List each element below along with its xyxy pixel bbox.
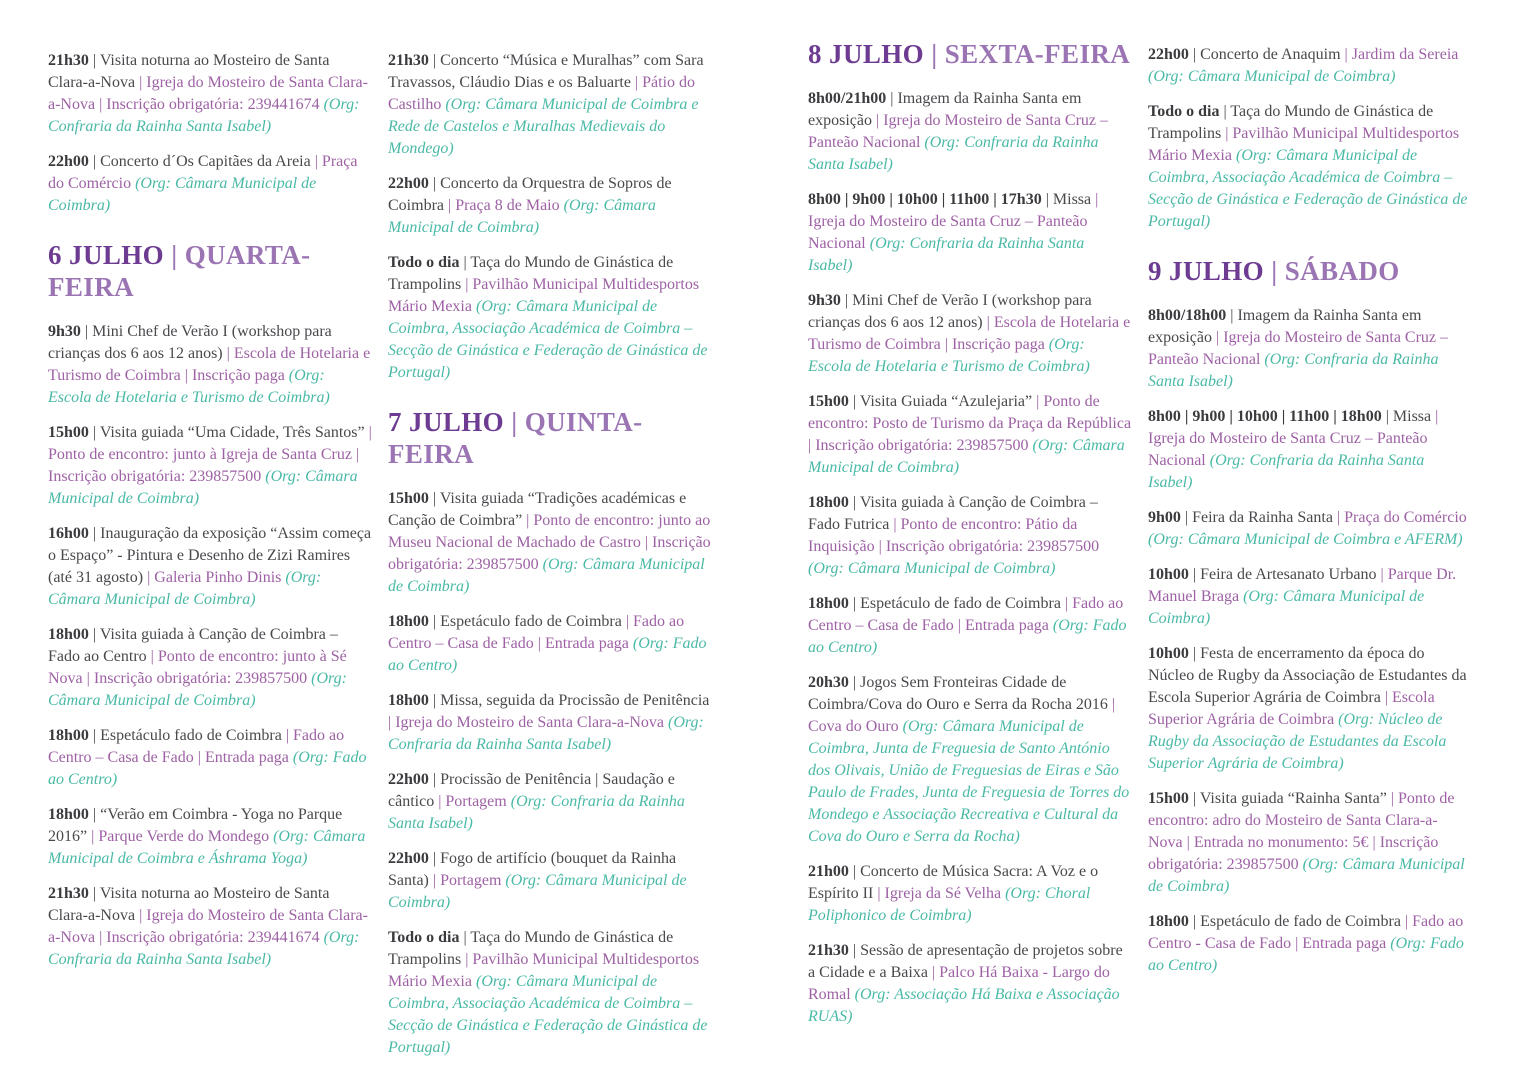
event-organizer: (Org: Associação Há Baixa e Associação RUAS) <box>808 986 1120 1025</box>
event-venue: | Fado ao Centro – Casa de Fado | Entrada paga <box>48 727 345 766</box>
event-entry <box>1148 507 1472 551</box>
event-entry <box>1148 305 1472 393</box>
event-entry <box>388 690 712 756</box>
event-organizer: (Org: Núcleo de Rugby da Associação de Estudantes da Escola Superior Agrária de Coimbra) <box>1148 711 1447 772</box>
event-title: | Jogos Sem Fronteiras Cidade de Coimbra/Cova do Ouro e Serra da Rocha 2016 <box>808 674 1108 713</box>
event-venue: | Igreja do Mosteiro de Santa Cruz – Panteão Nacional <box>808 191 1099 252</box>
event-title: | Taça do Mundo de Ginástica de Trampolins <box>1148 103 1434 142</box>
event-title: | Visita guiada à Canção de Coimbra – Fado ao Centro <box>48 626 338 665</box>
event-venue: | Pavilhão Municipal Multidesportos Mário Mexia <box>388 951 700 990</box>
event-venue: | Ponto de encontro: junto à Igreja de Santa Cruz | Inscrição obrigatória: 239857500 <box>48 424 372 485</box>
event-title: | Missa, seguida da Procissão de Penitência <box>428 692 710 709</box>
event-title: | Mini Chef de Verão I (workshop para crianças dos 6 aos 12 anos) <box>48 323 332 362</box>
event-time: 22h00 <box>388 175 429 192</box>
heading-day: 9 JULHO <box>1148 256 1265 286</box>
event-title: | Visita guiada “Uma Cidade, Três Santos” <box>88 424 365 441</box>
event-venue: | Ponto de encontro: junto ao Museu Nacional de Machado de Castro | Inscrição obrigatória: 239857500 <box>388 512 711 573</box>
event-entry <box>808 593 1132 659</box>
event-title: | Imagem da Rainha Santa em exposição <box>808 90 1082 129</box>
heading-day: 7 JULHO <box>388 407 505 437</box>
event-time: Todo o dia <box>1148 103 1220 120</box>
event-entry <box>808 88 1132 176</box>
event-title: | Concerto da Orquestra de Sopros de Coimbra <box>388 175 672 214</box>
event-time: 10h00 <box>1148 566 1189 583</box>
event-entry <box>808 940 1132 1028</box>
heading-weekday: QUARTA-FEIRA <box>48 240 311 302</box>
event-time: 18h00 <box>48 727 89 744</box>
event-time: 8h00 | 9h00 | 10h00 | 11h00 | 18h00 <box>1148 408 1382 425</box>
event-entry <box>1148 788 1472 898</box>
event-venue: | Praça do Comércio <box>1332 509 1467 526</box>
event-entry <box>48 883 372 971</box>
event-title: | Visita guiada à Canção de Coimbra – Fado Futrica <box>808 494 1098 533</box>
event-time: 22h00 <box>388 850 429 867</box>
event-entry <box>48 523 372 611</box>
event-title: | Espetáculo de fado de Coimbra <box>848 595 1061 612</box>
event-organizer: (Org: Câmara Municipal de Coimbra) <box>48 175 317 214</box>
event-entry <box>1148 44 1472 88</box>
event-time: 20h30 <box>808 674 849 691</box>
event-title: | Concerto de Música Sacra: A Voz e o Espírito II <box>808 863 1099 902</box>
event-time: 18h00 <box>48 626 89 643</box>
event-time: 16h00 <box>48 525 89 542</box>
event-venue: | Fado ao Centro - Casa de Fado | Entrada paga <box>1148 913 1464 952</box>
heading-day: 8 JULHO <box>808 39 925 69</box>
event-organizer: (Org: Câmara Municipal de Coimbra) <box>388 197 656 236</box>
event-entry <box>1148 101 1472 233</box>
event-time: 15h00 <box>808 393 849 410</box>
event-entry <box>388 848 712 914</box>
event-entry <box>1148 406 1472 494</box>
event-organizer: (Org: Confraria da Rainha Santa Isabel) <box>388 714 704 753</box>
event-venue: | Escola de Hotelaria e Turismo de Coimbra | Inscrição paga <box>808 314 1131 353</box>
event-entry <box>388 611 712 677</box>
event-organizer: (Org: Câmara Municipal de Coimbra) <box>48 670 347 709</box>
event-title: | Visita noturna ao Mosteiro de Santa Clara-a-Nova <box>48 885 330 924</box>
event-title: | “Verão em Coimbra - Yoga no Parque 2016” <box>48 806 343 845</box>
event-organizer: (Org: Câmara Municipal de Coimbra) <box>808 560 1056 577</box>
event-organizer: (Org: Confraria da Rainha Santa Isabel) <box>1148 351 1439 390</box>
event-organizer: (Org: Câmara Municipal de Coimbra) <box>388 872 687 911</box>
event-venue: | Galeria Pinho Dinis <box>143 569 286 586</box>
event-organizer: (Org: Confraria da Rainha Santa Isabel) <box>48 929 360 968</box>
event-time: 21h30 <box>48 885 89 902</box>
event-organizer: (Org: Fado ao Centro) <box>388 635 707 674</box>
event-entry <box>48 422 372 510</box>
event-entry <box>808 189 1132 277</box>
event-venue: | Parque Verde do Mondego <box>87 828 274 845</box>
event-entry <box>388 769 712 835</box>
day-heading <box>1148 255 1472 287</box>
event-organizer: (Org: Câmara Municipal de Coimbra, Associação Académica de Coimbra – Secção de Ginástica e Federação de Ginástica de Portugal) <box>388 973 708 1056</box>
event-title: | Espetáculo fado de Coimbra <box>428 613 622 630</box>
event-time: 21h30 <box>48 52 89 69</box>
event-entry <box>48 151 372 217</box>
event-entry <box>1148 564 1472 630</box>
event-time: 9h30 <box>48 323 81 340</box>
event-entry <box>48 50 372 138</box>
event-title: | Fogo de artifício (bouquet da Rainha Santa) <box>388 850 677 889</box>
event-entry <box>808 391 1132 479</box>
event-organizer: (Org: Câmara Municipal de Coimbra) <box>48 468 358 507</box>
event-organizer: (Org: Fado ao Centro) <box>808 617 1127 656</box>
heading-separator: | <box>164 240 185 270</box>
event-title: | Feira de Artesanato Urbano <box>1188 566 1377 583</box>
schedule-column-3 <box>808 38 1132 1041</box>
event-organizer: (Org: Fado ao Centro) <box>48 749 367 788</box>
event-organizer: (Org: Confraria da Rainha Santa Isabel) <box>808 134 1099 173</box>
event-entry <box>48 624 372 712</box>
event-entry <box>808 492 1132 580</box>
event-venue: | Ponto de encontro: adro do Mosteiro de Santa Clara-a-Nova | Entrada no monumento: 5€ | Inscrição obrigatória: 239857500 <box>1148 790 1455 873</box>
event-venue: | Escola de Hotelaria e Turismo de Coimbra | Inscrição paga <box>48 345 371 384</box>
day-heading <box>808 38 1132 70</box>
event-time: 8h00 | 9h00 | 10h00 | 11h00 | 17h30 <box>808 191 1042 208</box>
event-entry <box>388 50 712 160</box>
heading-weekday: SEXTA-FEIRA <box>944 39 1131 69</box>
event-entry <box>388 252 712 384</box>
event-entry <box>48 321 372 409</box>
event-venue: | Jardim da Sereia <box>1340 46 1459 63</box>
event-time: 18h00 <box>388 613 429 630</box>
event-time: 21h30 <box>808 942 849 959</box>
schedule-column-2 <box>388 50 712 1072</box>
heading-separator: | <box>504 407 525 437</box>
event-entry <box>48 804 372 870</box>
event-time: 9h30 <box>808 292 841 309</box>
schedule-column-4 <box>1148 44 1472 990</box>
event-organizer: (Org: Escola de Hotelaria e Turismo de Coimbra) <box>48 367 330 406</box>
event-organizer: (Org: Confraria da Rainha Santa Isabel) <box>1148 452 1425 491</box>
event-venue: | Praça 8 de Maio <box>444 197 564 214</box>
event-time: 18h00 <box>48 806 89 823</box>
event-organizer: (Org: Câmara Municipal de Coimbra) <box>1148 588 1425 627</box>
event-venue: | Fado ao Centro – Casa de Fado | Entrada paga <box>808 595 1124 634</box>
event-title: | Taça do Mundo de Ginástica de Trampolins <box>388 929 674 968</box>
event-title: | Concerto “Música e Muralhas” com Sara Travassos, Cláudio Dias e os Baluarte <box>388 52 704 91</box>
event-entry <box>1148 911 1472 977</box>
event-time: 21h30 <box>388 52 429 69</box>
event-title: | Espetáculo de fado de Coimbra <box>1188 913 1401 930</box>
heading-day: 6 JULHO <box>48 240 165 270</box>
heading-weekday: QUINTA-FEIRA <box>388 407 643 469</box>
event-entry <box>388 488 712 598</box>
event-time: 18h00 <box>808 595 849 612</box>
event-entry <box>808 861 1132 927</box>
event-organizer: (Org: Câmara Municipal de Coimbra e Rede de Castelos e Muralhas Medievais do Mondego) <box>388 96 699 157</box>
event-venue: | Igreja do Mosteiro de Santa Clara-a-Nova | Inscrição obrigatória: 239441674 <box>48 74 368 113</box>
event-title: | Espetáculo fado de Coimbra <box>88 727 282 744</box>
event-organizer: (Org: Câmara Municipal de Coimbra, Junta de Freguesia de Santo António dos Olivais, União de Freguesias de Eiras e São Paulo de Frades, Junta de Freguesia de Torres do Mondego e Associação Recreativa e Cultural da Cova do Ouro e Serra da Rocha) <box>808 718 1130 845</box>
event-organizer: (Org: Choral Poliphonico de Coimbra) <box>808 885 1091 924</box>
event-venue: | Igreja do Mosteiro de Santa Cruz – Panteão Nacional <box>808 112 1109 151</box>
event-time: 21h00 <box>808 863 849 880</box>
event-venue: | Pátio do Castilho <box>388 74 696 113</box>
event-venue: | Igreja do Mosteiro de Santa Clara-a-Nova <box>388 714 668 731</box>
event-venue: | Portagem <box>428 872 506 889</box>
event-organizer: (Org: Escola de Hotelaria e Turismo de Coimbra) <box>808 336 1090 375</box>
event-organizer: (Org: Câmara Municipal de Coimbra) <box>808 437 1125 476</box>
event-organizer: (Org: Câmara Municipal de Coimbra, Associação Académica de Coimbra – Secção de Ginástica e Federação de Ginástica de Portugal) <box>388 298 708 381</box>
event-time: 22h00 <box>48 153 89 170</box>
event-entry <box>388 927 712 1059</box>
event-time: 8h00/21h00 <box>808 90 887 107</box>
event-entry <box>1148 643 1472 775</box>
schedule-column-1 <box>48 50 372 984</box>
event-title: | Visita guiada “Rainha Santa” <box>1188 790 1387 807</box>
event-entry <box>808 672 1132 848</box>
event-venue: | Igreja do Mosteiro de Santa Clara-a-Nova | Inscrição obrigatória: 239441674 <box>48 907 368 946</box>
event-time: 15h00 <box>388 490 429 507</box>
event-organizer: (Org: Câmara Municipal de Coimbra, Associação Académica de Coimbra – Secção de Ginástica e Federação de Ginástica de Portugal) <box>1148 147 1468 230</box>
event-venue: | Ponto de encontro: Posto de Turismo da Praça da República | Inscrição obrigatória: 239857500 <box>808 393 1132 454</box>
event-title: | Procissão de Penitência | Saudação e cântico <box>388 771 675 810</box>
event-title: | Feira da Rainha Santa <box>1180 509 1333 526</box>
event-venue: | Pavilhão Municipal Multidesportos Mário Mexia <box>388 276 700 315</box>
event-title: | Missa <box>1381 408 1432 425</box>
event-title: | Missa <box>1041 191 1092 208</box>
event-time: 18h00 <box>808 494 849 511</box>
event-organizer: (Org: Confraria da Rainha Santa Isabel) <box>48 96 360 135</box>
event-time: Todo o dia <box>388 929 460 946</box>
day-heading <box>388 406 712 470</box>
event-organizer: (Org: Câmara Municipal de Coimbra e AFERM) <box>1148 531 1463 548</box>
day-heading <box>48 239 372 303</box>
event-entry <box>808 290 1132 378</box>
event-time: 10h00 <box>1148 645 1189 662</box>
event-organizer: (Org: Câmara Municipal de Coimbra) <box>48 569 322 608</box>
event-title: | Taça do Mundo de Ginástica de Trampolins <box>388 254 674 293</box>
event-venue: | Parque Dr. Manuel Braga <box>1148 566 1457 605</box>
event-title: | Visita noturna ao Mosteiro de Santa Clara-a-Nova <box>48 52 330 91</box>
event-time: 9h00 <box>1148 509 1181 526</box>
event-venue: | Escola Superior Agrária de Coimbra <box>1148 689 1435 728</box>
event-organizer: (Org: Câmara Municipal de Coimbra) <box>1148 856 1465 895</box>
event-venue: | Igreja da Sé Velha <box>873 885 1006 902</box>
event-time: 8h00/18h00 <box>1148 307 1227 324</box>
heading-separator: | <box>1264 256 1285 286</box>
event-title: | Visita Guiada “Azulejaria” <box>848 393 1033 410</box>
event-time: 15h00 <box>48 424 89 441</box>
event-organizer: (Org: Câmara Municipal de Coimbra) <box>1148 68 1396 85</box>
event-time: 18h00 <box>1148 913 1189 930</box>
event-title: | Sessão de apresentação de projetos sobre a Cidade e a Baixa <box>808 942 1123 981</box>
event-time: 18h00 <box>388 692 429 709</box>
event-organizer: (Org: Confraria da Rainha Santa Isabel) <box>388 793 685 832</box>
heading-separator: | <box>924 39 945 69</box>
event-venue: | Cova do Ouro <box>808 696 1116 735</box>
event-entry <box>48 725 372 791</box>
event-time: 22h00 <box>1148 46 1189 63</box>
event-title: | Festa de encerramento da época do Núcleo de Rugby da Associação de Estudantes da Escola Superior Agrária de Coimbra <box>1148 645 1467 706</box>
event-title: | Concerto de Anaquim <box>1188 46 1341 63</box>
event-title: | Visita guiada “Tradições académicas e Canção de Coimbra” <box>388 490 687 529</box>
event-venue: | Igreja do Mosteiro de Santa Cruz – Panteão Nacional <box>1148 329 1449 368</box>
event-time: 22h00 <box>388 771 429 788</box>
event-organizer: (Org: Câmara Municipal de Coimbra e Áshrama Yoga) <box>48 828 366 867</box>
event-venue: | Igreja do Mosteiro de Santa Cruz – Panteão Nacional <box>1148 408 1439 469</box>
event-organizer: (Org: Fado ao Centro) <box>1148 935 1464 974</box>
event-venue: | Ponto de encontro: Pátio da Inquisição | Inscrição obrigatória: 239857500 <box>808 516 1100 555</box>
event-time: 15h00 <box>1148 790 1189 807</box>
event-title: | Imagem da Rainha Santa em exposição <box>1148 307 1422 346</box>
event-title: | Inauguração da exposição “Assim começa o Espaço” - Pintura e Desenho de Zizi Ramires (até 31 agosto) <box>48 525 372 586</box>
event-title: | Mini Chef de Verão I (workshop para crianças dos 6 aos 12 anos) <box>808 292 1092 331</box>
event-title: | Concerto d´Os Capitães da Areia <box>88 153 311 170</box>
event-entry <box>388 173 712 239</box>
event-venue: | Fado ao Centro – Casa de Fado | Entrada paga <box>388 613 685 652</box>
heading-weekday: SÁBADO <box>1284 256 1400 286</box>
event-organizer: (Org: Câmara Municipal de Coimbra) <box>388 556 705 595</box>
event-venue: | Praça do Comércio <box>48 153 358 192</box>
event-venue: | Portagem <box>434 793 511 810</box>
event-venue: | Pavilhão Municipal Multidesportos Mário Mexia <box>1148 125 1460 164</box>
event-venue: | Ponto de encontro: junto à Sé Nova | Inscrição obrigatória: 239857500 <box>48 648 347 687</box>
event-organizer: (Org: Confraria da Rainha Santa Isabel) <box>808 235 1085 274</box>
event-time: Todo o dia <box>388 254 460 271</box>
event-venue: | Palco Há Baixa - Largo do Romal <box>808 964 1110 1003</box>
